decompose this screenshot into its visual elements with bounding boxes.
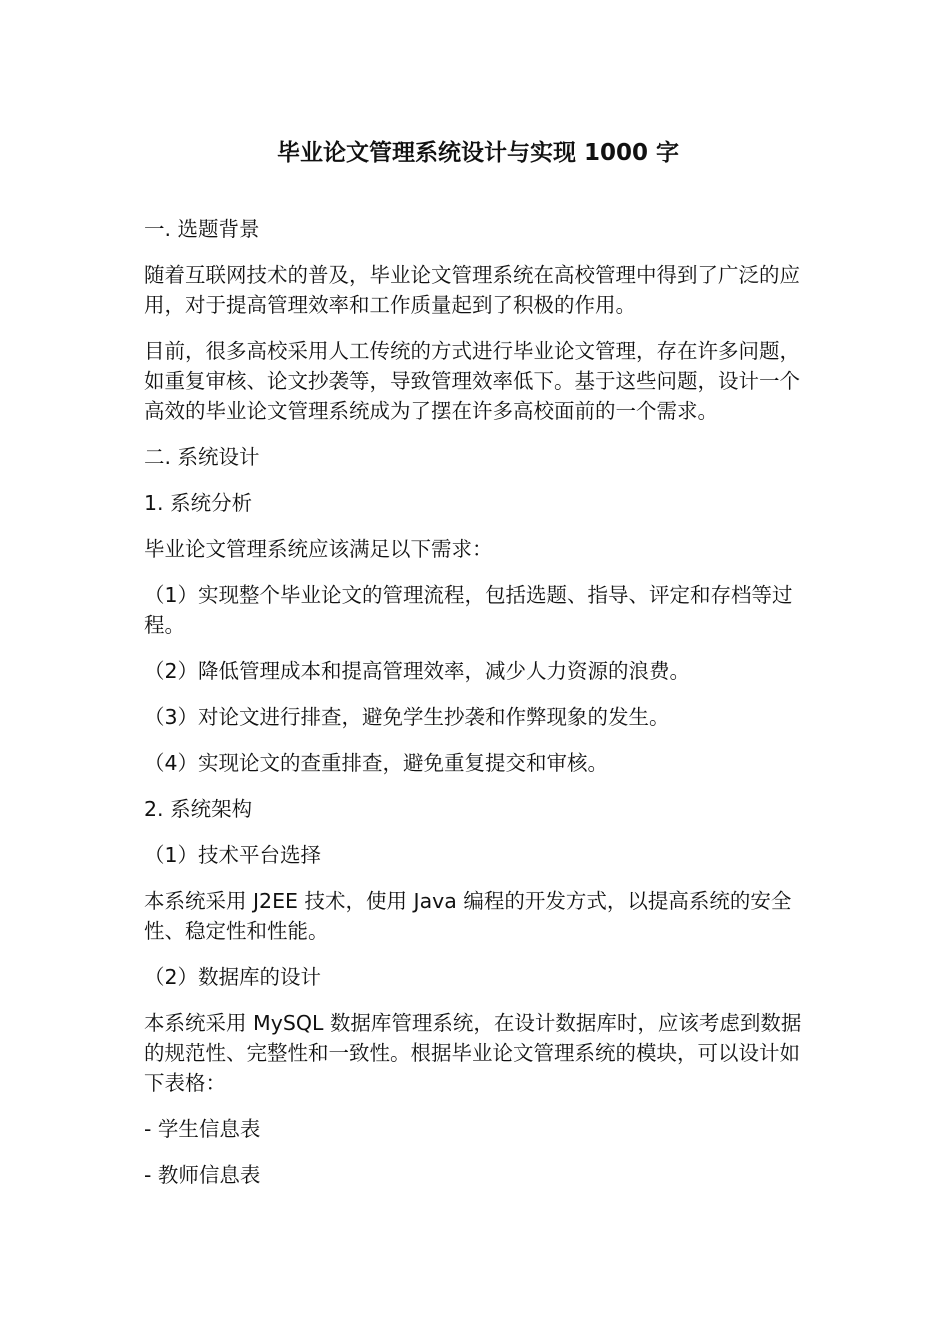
body-paragraph: 随着互联网技术的普及，毕业论文管理系统在高校管理中得到了广泛的应用，对于提高管理效率和工作质量起到了积极的作用。: [144, 263, 800, 317]
body-paragraph: 本系统采用 MySQL 数据库管理系统，在设计数据库时，应该考虑到数据的规范性、完整性和一致性。根据毕业论文管理系统的模块，可以设计如下表格：: [144, 1011, 802, 1095]
body-paragraph: 本系统采用 J2EE 技术，使用 Java 编程的开发方式，以提高系统的安全性、稳定性和性能。: [144, 889, 792, 943]
requirement-item: （1）实现整个毕业论文的管理流程，包括选题、指导、评定和存档等过程。: [144, 583, 793, 637]
architecture-item-heading: （2）数据库的设计: [144, 965, 322, 989]
requirement-item: （3）对论文进行排查，避免学生抄袭和作弊现象的发生。: [144, 705, 670, 729]
list-item: - 教师信息表: [144, 1163, 261, 1187]
architecture-item-heading: （1）技术平台选择: [144, 843, 322, 867]
document-title: 毕业论文管理系统设计与实现 1000 字: [276, 140, 680, 166]
body-paragraph: 目前，很多高校采用人工传统的方式进行毕业论文管理，存在许多问题，如重复审核、论文抄袭等，导致管理效率低下。基于这些问题，设计一个高效的毕业论文管理系统成为了摆在许多高校面前的一个需求。: [144, 339, 800, 423]
subsection-heading-architecture: 2. 系统架构: [144, 797, 253, 821]
document-body: [144, 138, 812, 1206]
subsection-heading-analysis: 1. 系统分析: [144, 491, 253, 515]
section-heading-system-design: 二. 系统设计: [144, 445, 260, 469]
requirement-item: （2）降低管理成本和提高管理效率，减少人力资源的浪费。: [144, 659, 691, 683]
body-paragraph: 毕业论文管理系统应该满足以下需求：: [144, 537, 493, 561]
section-heading-background: 一. 选题背景: [144, 217, 260, 241]
list-item: - 学生信息表: [144, 1117, 261, 1141]
requirement-item: （4）实现论文的查重排查，避免重复提交和审核。: [144, 751, 609, 775]
